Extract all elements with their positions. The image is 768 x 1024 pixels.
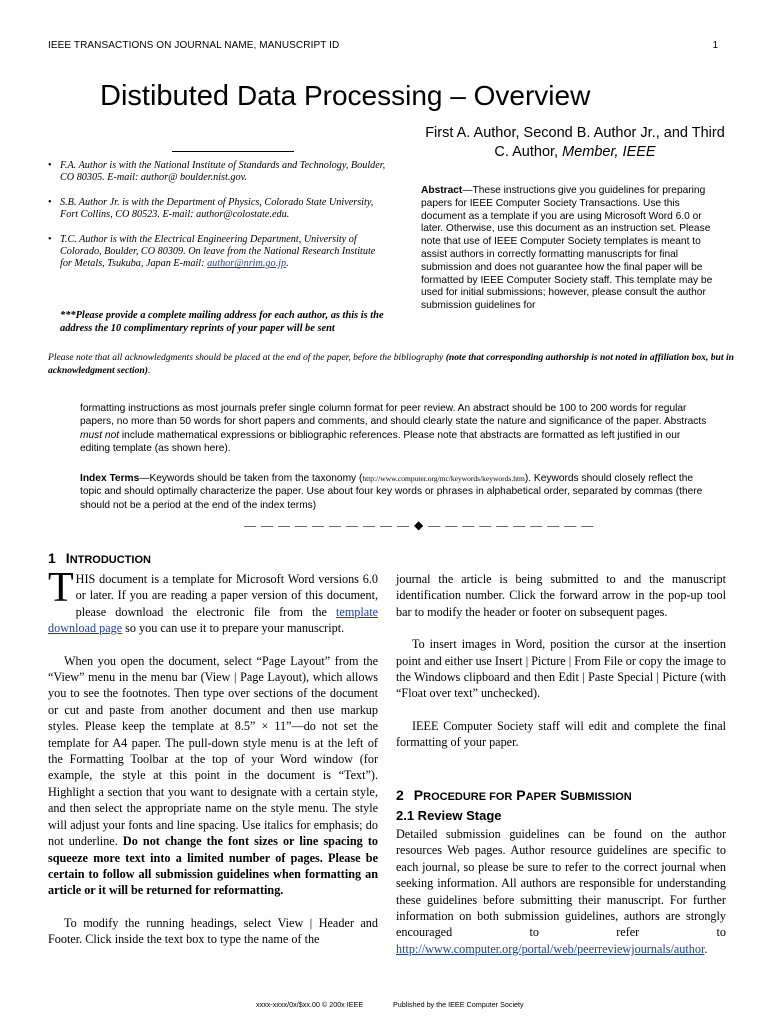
review-stage-body [396,826,726,973]
intro-paragraph-1: THIS document is a template for Microsoft Word versions 6.0 or later. If you are reading a paper version of this document, please download the electronic file from the template download page so you can use it to prepare your manuscript. [48,565,378,636]
taxonomy-url[interactable]: http://www.computer.org/mc/keywords/keywords.htm [362,474,525,483]
page-number: 1 [712,40,718,51]
subsection-heading: 2.1 Review Stage [396,808,502,823]
review-paragraph: Detailed submission guidelines can be found on the author resources Web pages. Author resource guidelines are specific to each journal, so please be sure to refer to the correct journal when seeking information. All authors are responsible for understanding these guidelines before submitting their manuscript. For further information on both submission guidelines, authors are strongly encouraged to refer to http://www.computer.org/portal/web/peerreviewjournals/author. [396,827,726,956]
copyright-footer: xxxx-xxxx/0x/$xx.00 © 200x IEEE [256,1000,364,1009]
author-line-1: First A. Author, Second B. Author Jr., and Third [425,125,725,141]
index-terms-label: Index Terms [80,473,140,484]
title-part2: Data Processing – Overview [237,80,591,111]
drop-cap: T [48,565,74,611]
title-part1: Distibuted [100,80,229,112]
acknowledgment-note: Please note that all acknowledgments should be placed at the end of the paper, before the bibliography (note that corresponding authorship is not noted in affiliation box, but in acknowledgment section). [48,352,734,376]
abstract-continuation: formatting instructions as most journals prefer single column format for peer review. An abstract should be 100 to 200 words for regular papers, no more than 50 words for short papers and comments, and should clearly state the nature and significance of the paper. Abstracts must not include mathematical expressions or bibliographic references. Please note that abstracts are formatted as left justified in our editing template (as shown here). [80,403,707,455]
paper-title [100,80,740,113]
member-ieee: Member, IEEE [562,144,656,160]
right-column [396,571,726,767]
affiliation-item: • S.B. Author Jr. is with the Department of Physics, Colorado State University, Fort Collins, CO 80523. E-mail: author@colostate.edu. [48,197,388,222]
affiliation-item: • F.A. Author is with the National Institute of Standards and Technology, Boulder, CO 80305. E-mail: author@ boulder.nist.gov. [48,160,388,185]
intro-paragraph-3-continued: journal the article is being submitted to and the manuscript identification number. Click the forward arrow in the pop-up tool bar to modify the header or footer on subsequent pages. [396,572,726,619]
affiliation-email-link[interactable]: author@nrim.go.jp [207,258,287,270]
section-1-heading: 1 INTRODUCTION [48,550,151,566]
author-line-2: C. Author, Member, IEEE [494,144,656,160]
abstract-text: These instructions give you guidelines for preparing papers for IEEE Computer Society Transactions. Use this document as a template if you are using Microsoft Word 6.0 or later. Otherwise, use this document as an instruction set. Please note that use of IEEE Computer Society templates is meant to assist authors in correctly formatting manuscripts for final submission and does not guarantee how the final paper will be formatted by IEEE Computer Society staff. This template may be used for initial submissions; however, please consult the author submission guidelines for [421,185,713,312]
mailing-address-note: ***Please provide a complete mailing address for each author, as this is the address the 10 complimentary reprints of your paper will be sent [60,310,384,334]
author-list [395,124,755,162]
abstract: Abstract—These instructions give you guidelines for preparing papers for IEEE Computer Society Transactions. Use this document as a template if you are using Microsoft Word 6.0 or later. Otherwise, use this document as an instruction set. Please note that use of IEEE Computer Society templates is meant to assist authors in correctly formatting manuscripts for final submission and does not guarantee how the final paper will be formatted by IEEE Computer Society staff. This template may be used for initial submissions; however, please consult the author submission guidelines for [421,185,713,312]
affiliation-item: • T.C. Author is with the Electrical Engineering Department, University of Colorado, Boulder, CO 80309. On leave from the National Research Institute for Metals, Tsukuba, Japan E-mail: author@nrim.go.jp. [48,234,388,271]
section-divider: — — — — — — — — — — ◆ — — — — — — — — — — [244,518,595,532]
peer-review-link[interactable]: http://www.computer.org/portal/web/peerreviewjournals/author [396,941,705,956]
intro-paragraph-4: To insert images in Word, position the cursor at the insertion point and either use Insert | Picture | From File or copy the image to the Windows clipboard and then Edit | Paste Special | Picture (with “Float over text” unchecked). [396,637,726,701]
left-column [48,565,378,964]
footnote-rule [172,151,294,152]
intro-paragraph-5: IEEE Computer Society staff will edit and complete the final formatting of your paper. [396,718,726,750]
affiliation-list [48,160,388,283]
publisher-footer: Published by the IEEE Computer Society [393,1000,524,1009]
intro-paragraph-3: To modify the running headings, select View | Header and Footer. Click inside the text box to type the name of the [48,915,378,947]
intro-paragraph-2: When you open the document, select “Page Layout” from the “View” menu in the menu bar (View | Page Layout), which allows you to see the footnotes. Then type over sections of the document or cut and paste from another document and then use markup styles. Please keep the template at 8.5” × 11”—do not set the template for A4 paper. The pull-down style menu is at the left of the Formatting Toolbar at the top of your Word window (for example, the style at this point in the document is “Text”). Highlight a section that you want to designate with a certain style, and then select the appropriate name on the style menu. The style will adjust your fonts and line spacing. Use italics for emphasis; do not underline. Do not change the font sizes or line spacing to squeeze more text into a limited number of pages. Please be certain to follow all submission guidelines when formatting an article or it will be returned for reformatting. [48,653,378,898]
running-head: IEEE TRANSACTIONS ON JOURNAL NAME, MANUSCRIPT ID [48,40,340,51]
section-2-heading: 2 PROCEDURE FOR PAPER SUBMISSION [396,787,632,803]
template-download-link[interactable]: template download page [48,604,378,636]
abstract-label: Abstract [421,185,463,196]
index-terms: Index Terms—Keywords should be taken from the taxonomy (http://www.computer.org/mc/keywords/keywords.htm). Keywords should closely reflect the topic and should optimally characterize the paper. Use about four key words or phrases in alphabetical order, separated by commas (there should not be a period at the end of the index terms) [80,473,703,511]
